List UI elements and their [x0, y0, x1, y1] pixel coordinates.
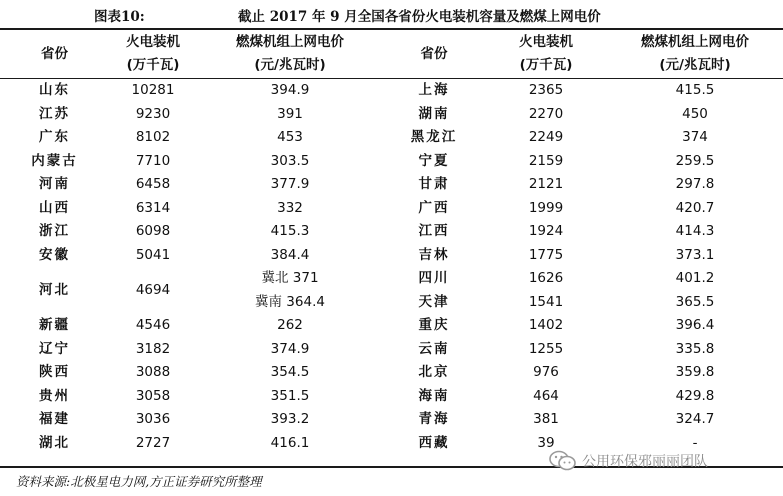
capacity-cell: 976: [533, 364, 559, 380]
price-cell: 354.5: [270, 364, 310, 380]
wechat-icon: [548, 449, 578, 473]
figure-number: 图表10:: [94, 9, 145, 25]
price-cell: 374.9: [270, 340, 310, 357]
table-row: [0, 126, 783, 150]
price-cell: 373.1: [675, 246, 715, 263]
col-header-province: 省份: [0, 30, 109, 79]
figure-title: 截止 2017 年 9 月全国各省份火电装机容量及燃煤上网电价: [238, 9, 601, 25]
price-cell-jinan: 冀南 364.4: [255, 293, 325, 310]
capacity-header-line2: (万千瓦): [126, 57, 180, 73]
price-cell-jibei: 冀北 371: [261, 270, 319, 286]
capacity-cell: 2249: [528, 129, 564, 145]
col-header-price: [197, 30, 383, 79]
capacity-cell: 8102: [135, 129, 171, 145]
capacity-cell: 1924: [528, 223, 564, 239]
capacity-cell: 1541: [528, 293, 564, 310]
price-cell: 384.4: [270, 246, 310, 263]
province-cell: 山西: [39, 199, 70, 216]
price-cell: 415.3: [270, 223, 310, 239]
capacity-cell: 10281: [131, 82, 175, 98]
capacity-cell: 2121: [528, 176, 564, 192]
capacity-cell: 6098: [135, 223, 171, 239]
capacity-cell: 1255: [528, 340, 564, 357]
province-cell: 山东: [39, 82, 70, 98]
price-cell: 429.8: [675, 387, 715, 404]
price-cell: 401.2: [675, 270, 715, 286]
capacity-cell: 1402: [528, 317, 564, 333]
capacity-cell: 3088: [135, 364, 171, 380]
price-cell: 262: [277, 317, 303, 333]
price-cell: 332: [277, 199, 303, 216]
price-header-line1-right: 燃煤机组上网电价: [641, 33, 749, 50]
capacity-cell: 381: [533, 411, 559, 427]
capacity-cell: 6458: [135, 176, 171, 192]
province-cell: 上海: [418, 82, 450, 98]
price-cell: 351.5: [270, 387, 310, 404]
watermark-text: 公用环保邪丽丽团队: [582, 454, 708, 470]
price-cell: 297.8: [675, 176, 715, 192]
capacity-cell: 2365: [528, 82, 564, 98]
table-row: [0, 244, 783, 268]
price-cell: 324.7: [675, 411, 715, 427]
capacity-cell: 464: [533, 387, 559, 404]
price-cell: 359.8: [675, 364, 715, 380]
province-cell: 河南: [39, 176, 70, 192]
price-cell: 396.4: [675, 317, 715, 333]
price-cell: 414.3: [675, 223, 715, 239]
province-cell: 贵州: [39, 387, 70, 404]
table-row: [0, 103, 783, 127]
capacity-header-line2-right: (万千瓦): [519, 57, 573, 73]
province-cell: 云南: [418, 340, 450, 357]
price-cell: 303.5: [270, 152, 310, 169]
watermark: [548, 449, 708, 473]
capacity-header-line1: 火电装机: [126, 33, 180, 50]
table-row: [0, 338, 783, 362]
price-cell: 374: [682, 129, 708, 145]
province-cell: 安徽: [39, 246, 70, 263]
province-cell: 北京: [418, 364, 450, 380]
capacity-cell: 1775: [528, 246, 564, 263]
province-cell: 甘肃: [418, 176, 450, 192]
price-cell: 394.9: [270, 82, 310, 98]
price-cell: 450: [682, 105, 708, 122]
province-cell: 吉林: [418, 246, 450, 263]
capacity-cell: 39: [537, 434, 555, 451]
province-cell: 新疆: [39, 317, 70, 333]
price-cell: 335.8: [675, 340, 715, 357]
capacity-cell: 1626: [528, 270, 564, 286]
col-header-price-right: [607, 30, 783, 79]
capacity-cell: 2727: [135, 434, 171, 451]
table-row: [0, 314, 783, 338]
province-cell: 湖南: [418, 105, 450, 122]
power-capacity-table: [0, 30, 783, 455]
table-row: [0, 173, 783, 197]
source-note: 资料来源:北极星电力网,方正证券研究所整理: [16, 474, 262, 489]
price-cell: 453: [277, 129, 303, 145]
province-cell: 天津: [418, 293, 450, 310]
price-cell: 391: [277, 105, 303, 122]
province-cell: 广东: [39, 129, 70, 145]
price-cell: 420.7: [675, 199, 715, 216]
province-cell: 江苏: [39, 105, 70, 122]
table-row: [0, 408, 783, 432]
price-cell: 377.9: [270, 176, 310, 192]
price-cell: -: [692, 434, 698, 451]
capacity-cell: 2159: [528, 152, 564, 169]
capacity-cell: 3036: [135, 411, 171, 427]
capacity-cell-hebei: 4694: [135, 281, 171, 298]
province-cell: 青海: [418, 411, 450, 427]
province-cell: 宁夏: [418, 152, 450, 169]
table-row: [0, 385, 783, 409]
province-cell: 四川: [418, 270, 450, 286]
col-header-capacity: [109, 30, 197, 79]
province-cell: 重庆: [418, 317, 450, 333]
capacity-cell: 6314: [135, 199, 171, 216]
province-cell: 广西: [418, 199, 450, 216]
capacity-cell: 1999: [528, 199, 564, 216]
price-cell: 416.1: [270, 434, 310, 451]
capacity-cell: 3182: [135, 340, 171, 357]
province-cell: 浙江: [39, 223, 70, 239]
price-cell: 365.5: [675, 293, 715, 310]
province-cell-hebei: 河北: [39, 281, 70, 298]
table-row: [0, 220, 783, 244]
price-cell: 415.5: [675, 82, 715, 98]
price-cell: 259.5: [675, 152, 715, 169]
province-cell: 江西: [418, 223, 450, 239]
province-cell: 辽宁: [39, 340, 70, 357]
col-header-province-right: 省份: [383, 30, 485, 79]
province-cell: 海南: [418, 387, 450, 404]
capacity-cell: 3058: [135, 387, 171, 404]
table-row: [0, 197, 783, 221]
table-row: [0, 267, 783, 291]
table-header-row: [0, 30, 783, 79]
price-header-line1: 燃煤机组上网电价: [236, 33, 344, 50]
province-cell: 陕西: [39, 364, 70, 380]
capacity-cell: 2270: [528, 105, 564, 122]
col-header-capacity-right: [485, 30, 607, 79]
capacity-cell: 5041: [135, 246, 171, 263]
province-cell: 西藏: [418, 434, 450, 451]
price-cell: 393.2: [270, 411, 310, 427]
price-header-line2-right: (元/兆瓦时): [659, 57, 731, 73]
price-header-line2: (元/兆瓦时): [254, 57, 326, 73]
table-row: [0, 150, 783, 174]
province-cell: 黑龙江: [410, 129, 458, 145]
province-cell: 内蒙古: [31, 152, 78, 169]
capacity-cell: 9230: [135, 105, 171, 122]
figure-title-bar: [0, 0, 783, 30]
capacity-cell: 7710: [135, 152, 171, 169]
capacity-header-line1-right: 火电装机: [519, 33, 573, 50]
province-cell: 福建: [39, 411, 70, 427]
table-row: [0, 361, 783, 385]
province-cell: 湖北: [39, 434, 70, 451]
capacity-cell: 4546: [135, 317, 171, 333]
table-row: [0, 79, 783, 103]
